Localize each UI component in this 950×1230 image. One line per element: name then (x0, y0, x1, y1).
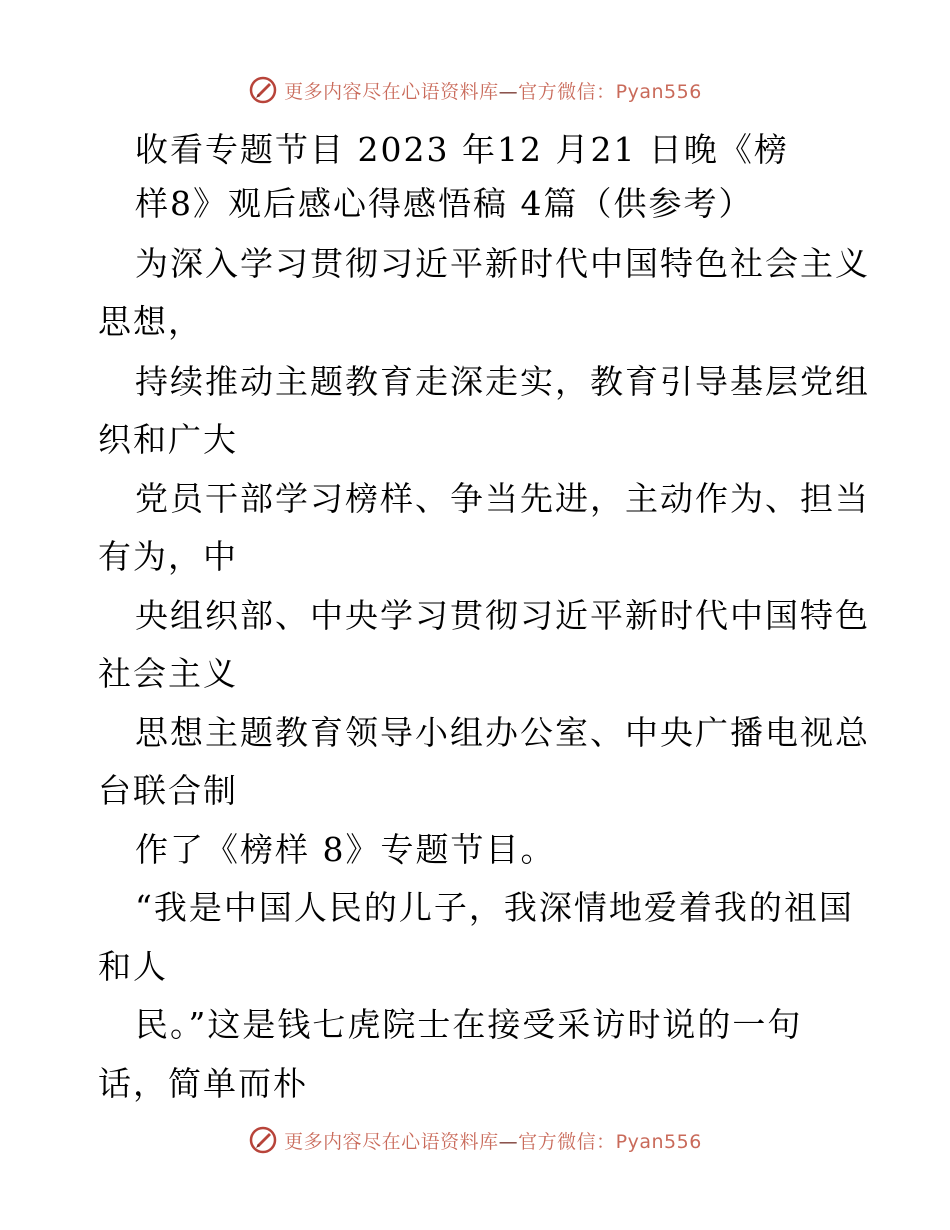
quill-logo-icon (248, 75, 278, 105)
watermark-account: 官方微信：Pyan556 (518, 1130, 702, 1153)
paragraph-line: 社会主义 (98, 654, 238, 693)
paragraph-line: 思想， (98, 302, 203, 341)
footer-watermark (0, 1120, 950, 1160)
watermark-separator: — (498, 80, 519, 103)
paragraph-line: 持续推动主题教育走深走实，教育引导基层党组 (135, 362, 870, 401)
quote-line: “我是中国人民的儿子，我深情地爱着我的祖国 (135, 888, 854, 927)
paragraph-line: 作了《榜样 8》专题节目。 (135, 830, 556, 869)
paragraph-line: 台联合制 (98, 771, 238, 810)
header-watermark (0, 70, 950, 110)
watermark-main: 更多内容尽在心语资料库 (284, 80, 499, 103)
quill-logo-icon (248, 1125, 278, 1155)
paragraph-line: 央组织部、中央学习贯彻习近平新时代中国特色 (135, 596, 870, 635)
watermark-text (284, 1127, 702, 1154)
paragraph-line: 党员干部学习榜样、争当先进，主动作为、担当 (135, 479, 870, 518)
paragraph-line: 为深入学习贯彻习近平新时代中国特色社会主义 (135, 244, 870, 283)
title-line-1: 收看专题节目 2023 年12 月21 日晚《榜 (135, 130, 789, 169)
quote-line: 民。”这是钱七虎院士在接受采访时说的一句 (135, 1005, 803, 1044)
paragraph-line: 织和广大 (98, 420, 238, 459)
watermark-main: 更多内容尽在心语资料库 (284, 1130, 499, 1153)
watermark-account: 官方微信：Pyan556 (518, 80, 702, 103)
paragraph-line: 话，简单而朴 (98, 1064, 308, 1103)
paragraph-line: 有为，中 (98, 537, 238, 576)
watermark-text (284, 77, 702, 104)
paragraph-line: 思想主题教育领导小组办公室、中央广播电视总 (135, 713, 870, 752)
title-line-2: 样8》观后感心得感悟稿 4篇（供参考） (135, 184, 754, 223)
watermark-separator: — (498, 1130, 519, 1153)
quote-line: 和人 (98, 947, 168, 986)
